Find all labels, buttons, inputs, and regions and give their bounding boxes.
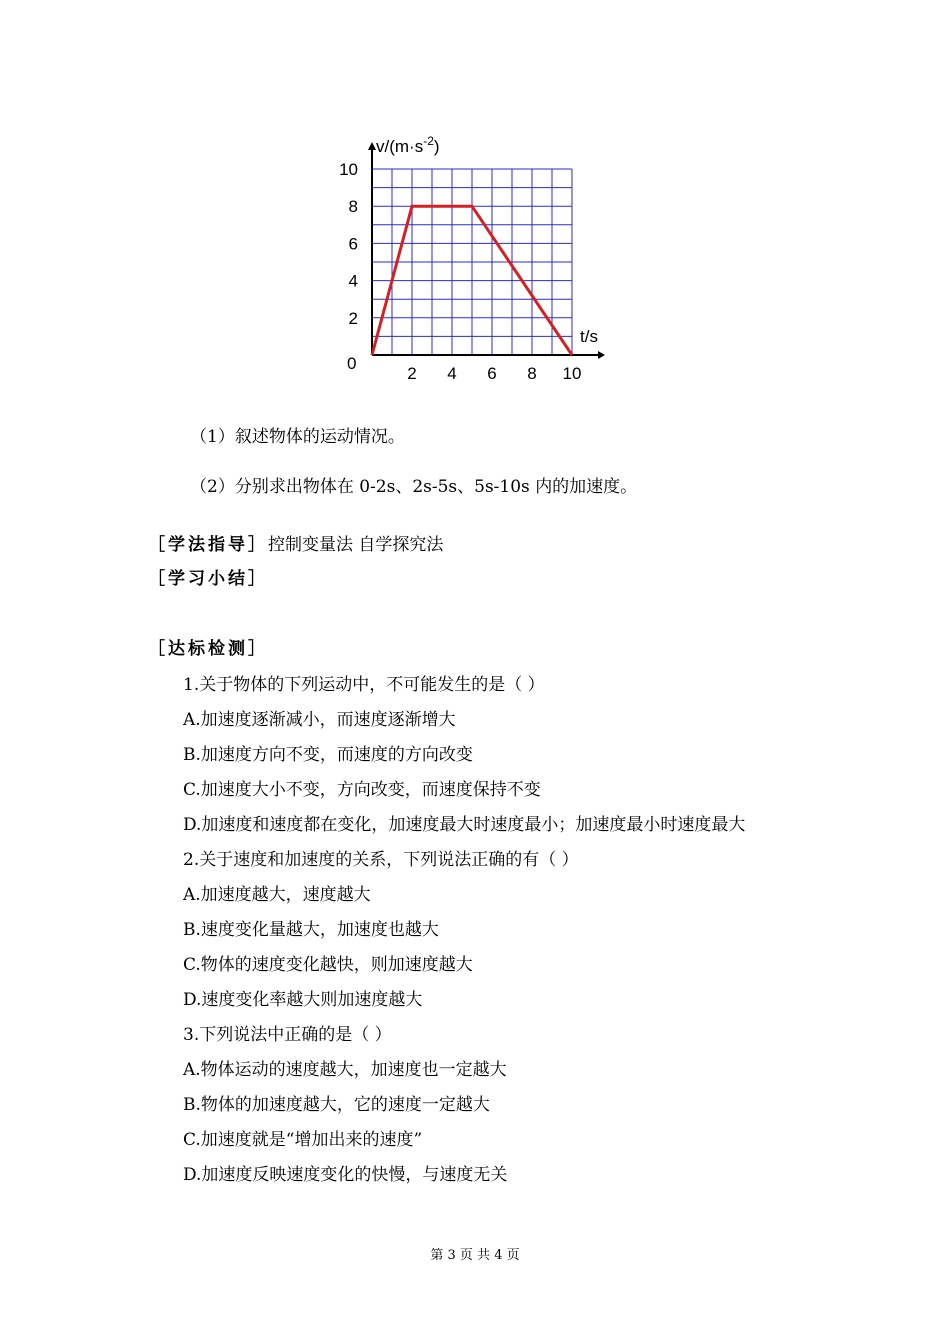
chart-axes: [368, 142, 605, 359]
y-tick-label: 6: [348, 234, 358, 254]
item-line: 2.关于速度和加速度的关系，下列说法正确的有（ ）: [183, 850, 579, 870]
origin-label: 0: [347, 354, 357, 373]
x-axis-label: t/s: [580, 327, 598, 346]
method-section: [148, 533, 443, 557]
summary-label: ［学习小结］: [148, 569, 268, 589]
x-tick-label: 8: [527, 364, 537, 383]
x-axis-arrow: [598, 351, 605, 359]
y-axis-label: $v/(m\cdot s^{-2})$: [376, 134, 440, 156]
item-line: A.物体运动的速度越大，加速度也一定越大: [183, 1060, 507, 1080]
question-2-prompt: （2）分别求出物体在 0-2s、2s-5s、5s-10s 内的加速度。: [190, 477, 638, 497]
item-line: C.加速度就是“增加出来的速度”: [183, 1130, 423, 1150]
item-line: D.加速度反映速度变化的快慢，与速度无关: [183, 1165, 508, 1185]
y-tick-label: 10: [339, 160, 358, 179]
question-1-prompt: （1）叙述物体的运动情况。: [190, 427, 405, 447]
item-line: A.加速度逐渐减小，而速度逐渐增大: [183, 710, 456, 730]
check-label: ［达标检测］: [148, 639, 268, 659]
item-line: D.加速度和速度都在变化，加速度最大时速度最小；加速度最小时速度最大: [183, 815, 746, 835]
item-line: C.加速度大小不变，方向改变，而速度保持不变: [183, 780, 541, 800]
item-line: 1.关于物体的下列运动中，不可能发生的是（ ）: [183, 675, 545, 695]
method-label: ［学法指导］: [148, 535, 268, 555]
item-line: B.加速度方向不变，而速度的方向改变: [183, 745, 473, 765]
item-line: B.物体的加速度越大，它的速度一定越大: [183, 1095, 490, 1115]
x-tick-label: 4: [447, 364, 457, 383]
item-line: 3.下列说法中正确的是（ ）: [183, 1025, 392, 1045]
y-tick-label: 8: [348, 197, 358, 217]
method-text: 控制变量法 自学探究法: [268, 535, 444, 555]
x-tick-label: 6: [487, 364, 497, 383]
x-tick-label: 2: [407, 364, 417, 383]
y-axis-label-close: ): [433, 137, 440, 156]
item-line: B.速度变化量越大，加速度也越大: [183, 920, 439, 940]
item-line: A.加速度越大，速度越大: [183, 885, 371, 905]
x-tick-label: 10: [562, 364, 582, 383]
item-line: D.速度变化率越大则加速度越大: [183, 990, 423, 1010]
chart-grid: [372, 169, 572, 355]
item-line: C.物体的速度变化越快，则加速度越大: [183, 955, 473, 975]
y-tick-label: 4: [348, 271, 358, 291]
velocity-time-chart: [320, 130, 620, 390]
chart-ticks: [339, 160, 581, 383]
y-axis-label-exponent: -2: [423, 134, 434, 148]
page-footer: 第 3 页 共 4 页: [430, 1248, 520, 1263]
y-tick-label: 2: [348, 308, 358, 328]
y-axis-arrow: [368, 142, 376, 150]
